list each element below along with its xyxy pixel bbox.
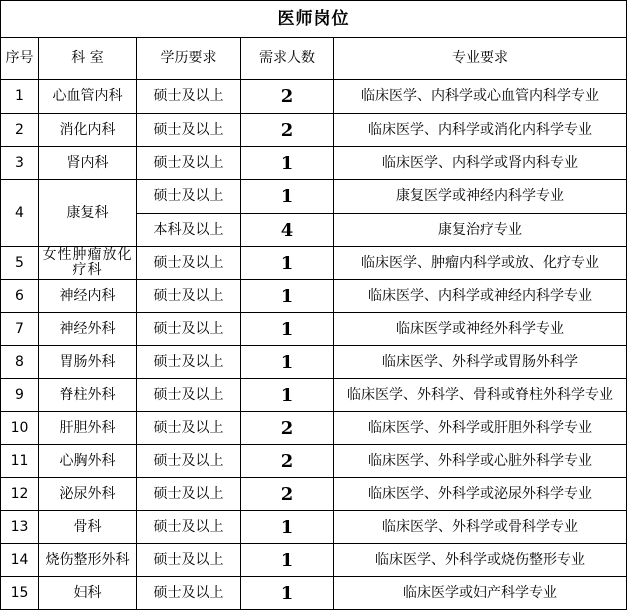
table-row: [1, 379, 627, 412]
cell-major[interactable]: 临床医学、外科学、骨科或脊柱外科学专业: [334, 379, 627, 412]
table-row: [1, 280, 627, 313]
cell-dept[interactable]: 心血管内科: [39, 80, 137, 114]
cell-major[interactable]: 临床医学、肿瘤内科学或放、化疗专业: [334, 247, 627, 280]
cell-count[interactable]: 2: [241, 412, 334, 445]
table-row: [1, 313, 627, 346]
cell-dept[interactable]: 女性肿瘤放化疗科: [39, 247, 137, 280]
cell-major[interactable]: 临床医学、外科学或骨科学专业: [334, 511, 627, 544]
cell-seq[interactable]: 6: [1, 280, 39, 313]
cell-major[interactable]: 临床医学或妇产科学专业: [334, 577, 627, 610]
cell-edu[interactable]: 硕士及以上: [137, 511, 241, 544]
cell-count[interactable]: 1: [241, 379, 334, 412]
cell-major[interactable]: 临床医学、内科学或神经内科学专业: [334, 280, 627, 313]
cell-count[interactable]: 2: [241, 114, 334, 147]
cell-seq[interactable]: 5: [1, 247, 39, 280]
cell-dept[interactable]: 胃肠外科: [39, 346, 137, 379]
cell-seq[interactable]: 9: [1, 379, 39, 412]
cell-major[interactable]: 临床医学、外科学或心脏外科学专业: [334, 445, 627, 478]
cell-dept[interactable]: 泌尿外科: [39, 478, 137, 511]
cell-seq[interactable]: 10: [1, 412, 39, 445]
cell-count[interactable]: 1: [241, 577, 334, 610]
cell-dept[interactable]: 康复科: [39, 180, 137, 247]
cell-count[interactable]: 1: [241, 180, 334, 214]
cell-major[interactable]: 临床医学、内科学或消化内科学专业: [334, 114, 627, 147]
cell-dept[interactable]: 神经内科: [39, 280, 137, 313]
cell-major[interactable]: 康复治疗专业: [334, 214, 627, 247]
table-row: [1, 478, 627, 511]
cell-count[interactable]: 2: [241, 478, 334, 511]
header-edu[interactable]: 学历要求: [137, 38, 241, 80]
cell-seq[interactable]: 1: [1, 80, 39, 114]
cell-dept[interactable]: 骨科: [39, 511, 137, 544]
cell-dept[interactable]: 神经外科: [39, 313, 137, 346]
header-dept[interactable]: 科 室: [39, 38, 137, 80]
cell-edu[interactable]: 硕士及以上: [137, 80, 241, 114]
cell-count[interactable]: 1: [241, 544, 334, 577]
cell-edu[interactable]: 硕士及以上: [137, 544, 241, 577]
cell-dept[interactable]: 消化内科: [39, 114, 137, 147]
cell-dept[interactable]: 脊柱外科: [39, 379, 137, 412]
cell-major[interactable]: 临床医学或神经外科学专业: [334, 313, 627, 346]
cell-count[interactable]: 1: [241, 147, 334, 180]
cell-dept[interactable]: 烧伤整形外科: [39, 544, 137, 577]
table-row: [1, 147, 627, 180]
table-row: [1, 247, 627, 280]
cell-count[interactable]: 1: [241, 511, 334, 544]
header-major[interactable]: 专业要求: [334, 38, 627, 80]
cell-count[interactable]: 1: [241, 247, 334, 280]
table-title[interactable]: 医师岗位: [1, 1, 627, 38]
cell-count[interactable]: 1: [241, 280, 334, 313]
cell-seq[interactable]: 11: [1, 445, 39, 478]
cell-count[interactable]: 1: [241, 313, 334, 346]
cell-edu[interactable]: 硕士及以上: [137, 313, 241, 346]
cell-edu[interactable]: 硕士及以上: [137, 280, 241, 313]
cell-edu[interactable]: 硕士及以上: [137, 147, 241, 180]
cell-edu[interactable]: 硕士及以上: [137, 478, 241, 511]
table-row: [1, 180, 627, 214]
cell-seq[interactable]: 4: [1, 180, 39, 247]
header-count[interactable]: 需求人数: [241, 38, 334, 80]
cell-seq[interactable]: 13: [1, 511, 39, 544]
cell-count[interactable]: 4: [241, 214, 334, 247]
cell-count[interactable]: 2: [241, 445, 334, 478]
cell-major[interactable]: 临床医学、内科学或肾内科专业: [334, 147, 627, 180]
cell-dept[interactable]: 肝胆外科: [39, 412, 137, 445]
cell-dept[interactable]: 肾内科: [39, 147, 137, 180]
table-row: [1, 80, 627, 114]
cell-edu[interactable]: 硕士及以上: [137, 114, 241, 147]
cell-major[interactable]: 康复医学或神经内科学专业: [334, 180, 627, 214]
cell-dept[interactable]: 妇科: [39, 577, 137, 610]
cell-seq[interactable]: 14: [1, 544, 39, 577]
cell-edu[interactable]: 本科及以上: [137, 214, 241, 247]
cell-dept[interactable]: 心胸外科: [39, 445, 137, 478]
table-row: [1, 114, 627, 147]
cell-major[interactable]: 临床医学、内科学或心血管内科学专业: [334, 80, 627, 114]
cell-count[interactable]: 2: [241, 80, 334, 114]
cell-major[interactable]: 临床医学、外科学或肝胆外科学专业: [334, 412, 627, 445]
table-row: [1, 544, 627, 577]
cell-edu[interactable]: 硕士及以上: [137, 412, 241, 445]
cell-seq[interactable]: 3: [1, 147, 39, 180]
cell-seq[interactable]: 7: [1, 313, 39, 346]
cell-count[interactable]: 1: [241, 346, 334, 379]
table-row: [1, 577, 627, 610]
cell-seq[interactable]: 15: [1, 577, 39, 610]
cell-edu[interactable]: 硕士及以上: [137, 445, 241, 478]
cell-major[interactable]: 临床医学、外科学或胃肠外科学: [334, 346, 627, 379]
header-row: [1, 38, 627, 80]
table-row: [1, 445, 627, 478]
cell-edu[interactable]: 硕士及以上: [137, 247, 241, 280]
cell-major[interactable]: 临床医学、外科学或烧伤整形专业: [334, 544, 627, 577]
table-row: [1, 346, 627, 379]
cell-edu[interactable]: 硕士及以上: [137, 577, 241, 610]
table-row: [1, 412, 627, 445]
cell-edu[interactable]: 硕士及以上: [137, 346, 241, 379]
header-seq[interactable]: 序号: [1, 38, 39, 80]
cell-seq[interactable]: 8: [1, 346, 39, 379]
title-row: [1, 1, 627, 38]
cell-major[interactable]: 临床医学、外科学或泌尿外科学专业: [334, 478, 627, 511]
cell-seq[interactable]: 2: [1, 114, 39, 147]
cell-seq[interactable]: 12: [1, 478, 39, 511]
table-row: [1, 511, 627, 544]
cell-edu[interactable]: 硕士及以上: [137, 180, 241, 214]
cell-edu[interactable]: 硕士及以上: [137, 379, 241, 412]
